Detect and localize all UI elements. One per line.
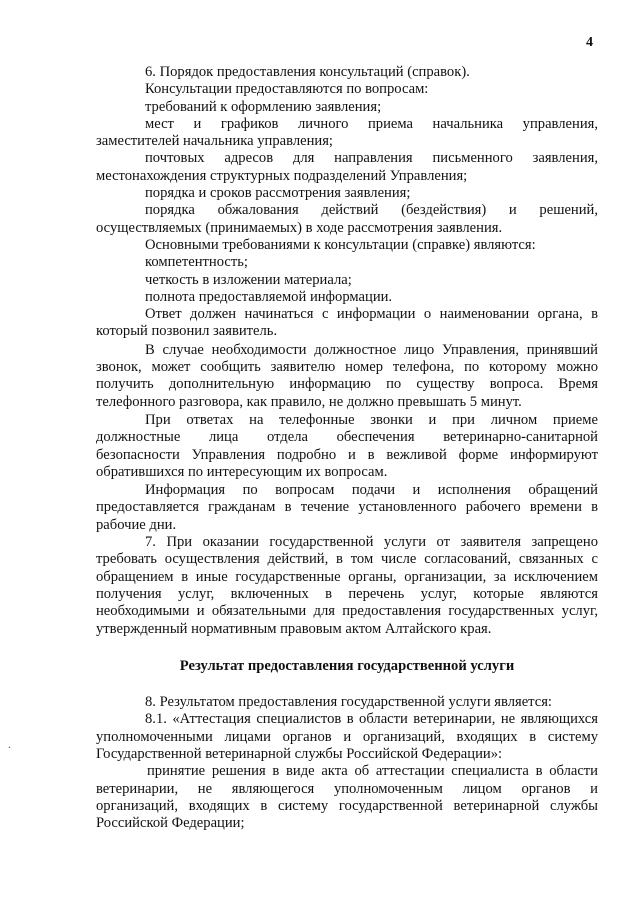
- info-line-1: Информация по вопросам подачи и исполнения обращений: [145, 482, 598, 499]
- section-7-line-1: 7. При оказании государственной услуги от заявителя запрещено: [145, 534, 598, 551]
- response-line-2: должностные лица отдела обеспечения ветеринарно-санитарной: [96, 429, 598, 446]
- answer-line-2: который позвонил заявитель.: [96, 323, 278, 340]
- decision-line-1: принятие решения в виде акта об аттестации специалиста в области: [147, 763, 598, 780]
- section-7-line-4: получения услуг, включенных в перечень услуг, которые являются: [96, 585, 598, 602]
- call-line-4: телефонного разговора, как правило, не должно превышать 5 минут.: [96, 393, 522, 410]
- section-7-line-3: обращением в иные государственные органы, организации, за исключением: [96, 568, 598, 585]
- consultation-topic-3-line-2: местонахождения структурных подразделений Управления;: [96, 167, 468, 184]
- consultation-topic-4: порядка и сроков рассмотрения заявления;: [145, 185, 411, 202]
- consultation-topic-5-line-2: осуществляемых (принимаемых) в ходе рассмотрения заявления.: [96, 219, 503, 236]
- response-line-3: безопасности Управления подробно и в вежливой форме информируют: [96, 446, 598, 463]
- consultation-topic-2-line-2: заместителей начальника управления;: [96, 133, 333, 150]
- call-line-2: звонок, может сообщить заявителю номер телефона, по которому можно: [96, 359, 598, 376]
- requirement-2: четкость в изложении материала;: [145, 271, 352, 288]
- consultation-topic-3-line-1: почтовых адресов для направления письменного заявления,: [145, 150, 598, 167]
- requirements-intro: Основными требованиями к консультации (справке) являются:: [145, 236, 536, 253]
- requirement-1: компетентность;: [145, 254, 248, 271]
- response-line-4: обратившихся по интересующим их вопросам.: [96, 463, 388, 480]
- section-8-1-line-2: уполномоченными лицами органов и организаций, входящих в систему: [96, 728, 598, 745]
- answer-line-1: Ответ должен начинаться с информации о наименовании органа, в: [145, 306, 598, 323]
- margin-mark: .: [8, 737, 11, 751]
- call-line-3: получить дополнительную информацию по существу вопроса. Время: [96, 376, 598, 393]
- response-line-1: При ответах на телефонные звонки и при личном приеме: [145, 411, 598, 428]
- info-line-3: рабочие дни.: [96, 516, 177, 533]
- consultation-topic-1: требований к оформлению заявления;: [145, 98, 382, 115]
- info-line-2: предоставляется гражданам в течение установленного рабочего времени в: [96, 499, 598, 516]
- consultation-topic-2-line-1: мест и графиков личного приема начальника управления,: [145, 115, 598, 132]
- consultation-topic-5-line-1: порядка обжалования действий (бездействия) и решений,: [145, 202, 598, 219]
- consultation-intro: Консультации предоставляются по вопросам:: [145, 81, 429, 98]
- section-8-title: 8. Результатом предоставления государственной услуги является:: [145, 694, 552, 711]
- document-body: [96, 64, 598, 832]
- decision-line-4: Российской Федерации;: [96, 815, 245, 832]
- section-heading-result: Результат предоставления государственной услуги: [179, 657, 515, 674]
- section-8-1-line-1: 8.1. «Аттестация специалистов в области ветеринарии, не являющихся: [145, 711, 598, 728]
- section-7-line-5: необходимыми и обязательными для предоставления государственных услуг,: [96, 603, 598, 620]
- call-line-1: В случае необходимости должностное лицо Управления, принявший: [145, 341, 598, 358]
- section-6-title: 6. Порядок предоставления консультаций (справок).: [145, 64, 470, 80]
- section-8-1-line-3: Государственной ветеринарной службы Российской Федерации»:: [96, 745, 503, 762]
- decision-line-2: ветеринарии, не являющегося уполномоченным лицом органов и: [96, 780, 598, 797]
- requirement-3: полнота предоставляемой информации.: [145, 288, 393, 305]
- section-7-line-6: утвержденный нормативным правовым актом Алтайского края.: [96, 620, 492, 637]
- page-number: 4: [586, 35, 593, 50]
- section-7-line-2: требовать осуществления действий, в том числе согласований, связанных с: [96, 551, 598, 568]
- decision-line-3: организаций, входящих в систему государственной ветеринарной службы: [96, 797, 598, 814]
